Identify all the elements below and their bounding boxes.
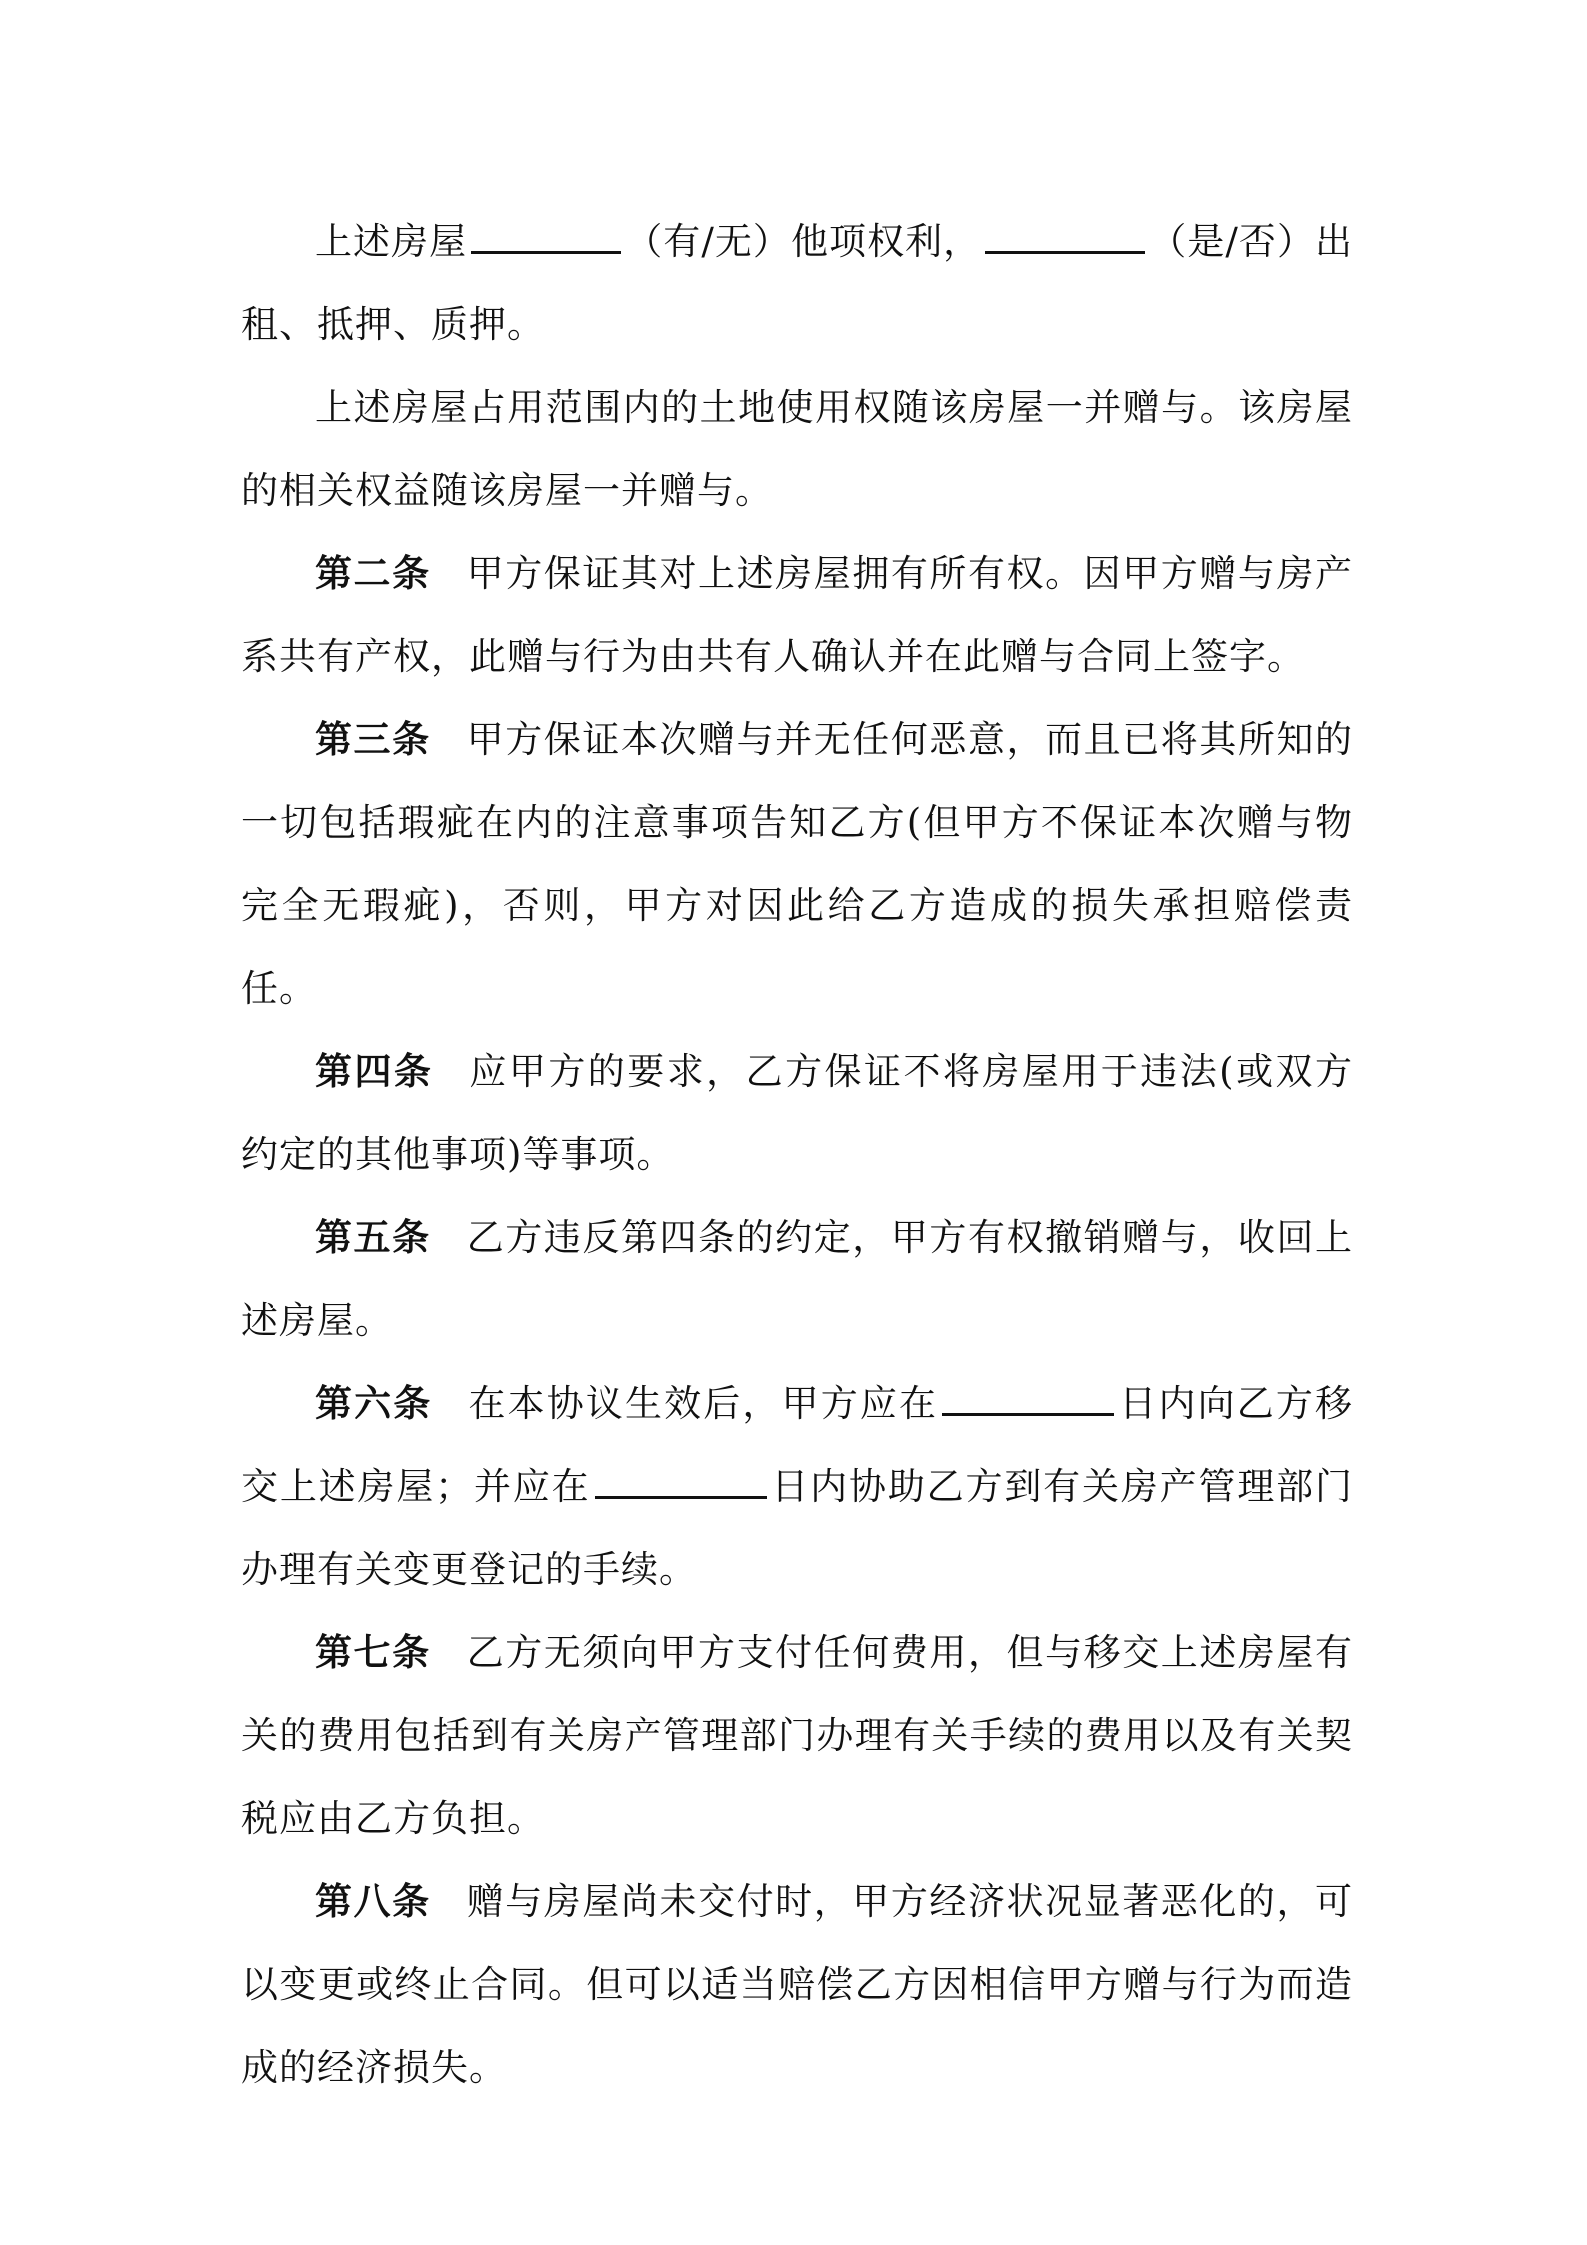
article-label: 第六条 bbox=[315, 1381, 433, 1425]
article-text: 乙方违反第四条的约定，甲方有权撤销赠与，收回上述房屋。 bbox=[241, 1216, 1354, 1342]
document-page bbox=[241, 200, 1353, 2109]
fill-blank-registration-days bbox=[595, 1466, 767, 1499]
article-text: 在本协议生效后，甲方应在 bbox=[468, 1382, 939, 1425]
article-label: 第八条 bbox=[315, 1879, 431, 1923]
article-text: 甲方保证本次赠与并无任何恶意，而且已将其所知的一切包括瑕疵在内的注意事项告知乙方(但甲方不保证本次赠与物完全无瑕疵)，否则，甲方对因此给乙方造成的损失承担赔偿责任。 bbox=[241, 718, 1354, 1010]
article-text: 应甲方的要求，乙方保证不将房屋用于违法(或双方约定的其他事项)等事项。 bbox=[241, 1050, 1353, 1176]
article-8 bbox=[241, 1860, 1353, 2109]
article-label: 第七条 bbox=[315, 1630, 431, 1674]
fill-blank-other-rights bbox=[471, 221, 621, 254]
article-7 bbox=[241, 1611, 1353, 1860]
article-text: 乙方无须向甲方支付任何费用，但与移交上述房屋有关的费用包括到有关房产管理部门办理有关手续的费用以及有关契税应由乙方负担。 bbox=[241, 1631, 1354, 1840]
article-label: 第二条 bbox=[315, 551, 431, 595]
article-text: 日内向乙方移交上述房屋；并应在 bbox=[241, 1382, 1354, 1508]
paragraph-text: （有/无）他项权利， bbox=[625, 220, 982, 263]
paragraph-text: 上述房屋 bbox=[315, 220, 468, 263]
fill-blank-handover-days bbox=[942, 1383, 1114, 1416]
article-label: 第五条 bbox=[315, 1215, 431, 1259]
fill-blank-lease-status bbox=[985, 221, 1145, 254]
paragraph-land-rights bbox=[241, 366, 1353, 532]
article-2 bbox=[241, 532, 1353, 698]
article-5 bbox=[241, 1196, 1353, 1362]
article-label: 第四条 bbox=[315, 1049, 434, 1093]
article-3 bbox=[241, 698, 1353, 1030]
paragraph-encumbrance bbox=[241, 200, 1353, 366]
article-label: 第三条 bbox=[315, 717, 431, 761]
article-text: 赠与房屋尚未交付时，甲方经济状况显著恶化的，可以变更或终止合同。但可以适当赔偿乙方因相信甲方赠与行为而造成的经济损失。 bbox=[241, 1880, 1354, 2089]
article-text: 甲方保证其对上述房屋拥有所有权。因甲方赠与房产系共有产权，此赠与行为由共有人确认并在此赠与合同上签字。 bbox=[241, 552, 1354, 678]
article-6 bbox=[241, 1362, 1353, 1611]
article-text: 日内协助乙方到有关房产管理部门办理有关变更登记的手续。 bbox=[241, 1465, 1353, 1591]
paragraph-text: （是/否）出租、抵押、质押。 bbox=[241, 220, 1354, 346]
article-4 bbox=[241, 1030, 1353, 1196]
paragraph-text: 上述房屋占用范围内的土地使用权随该房屋一并赠与。该房屋的相关权益随该房屋一并赠与。 bbox=[241, 386, 1353, 512]
